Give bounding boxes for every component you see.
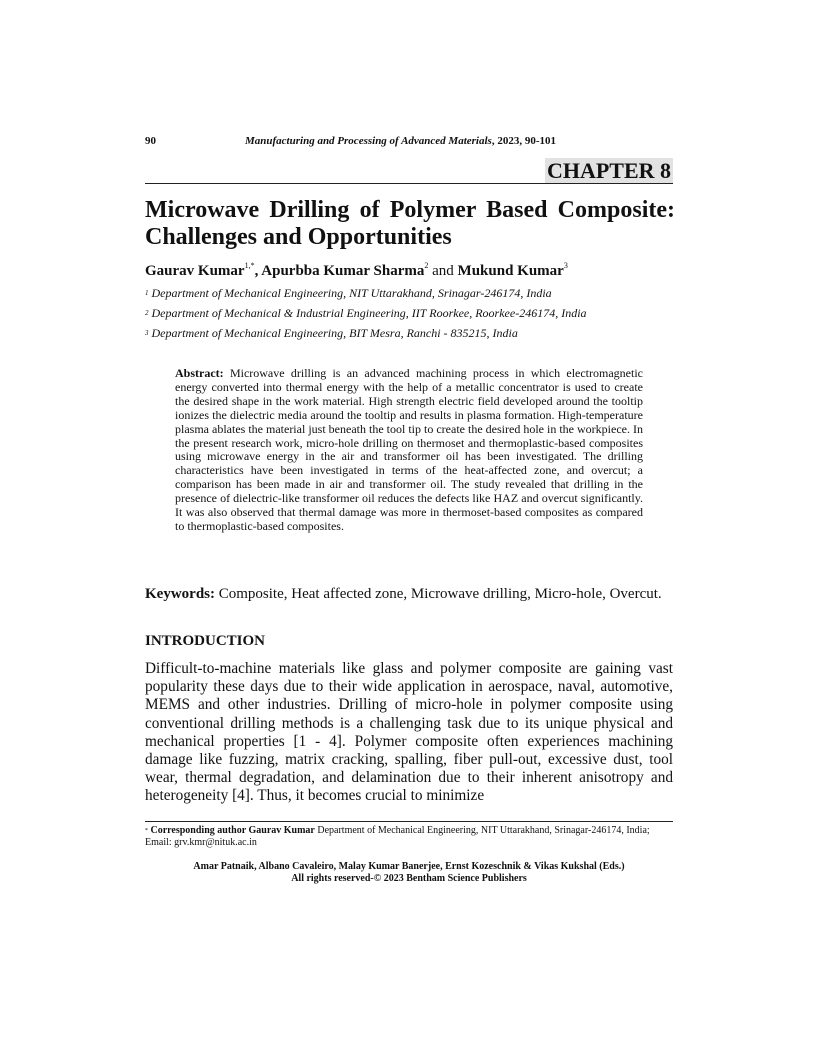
footnote-mark: * — [145, 828, 148, 834]
footnote — [145, 825, 673, 849]
publisher-info — [145, 861, 673, 885]
author-separator: and — [428, 263, 458, 279]
author-affiliation-mark: 2 — [424, 261, 429, 270]
journal-citation — [245, 135, 556, 147]
abstract — [175, 367, 643, 534]
page-number: 90 — [145, 135, 156, 147]
header-divider — [145, 183, 673, 184]
author-name: Apurbba Kumar Sharma — [261, 263, 425, 279]
author-name: Gaurav Kumar — [145, 263, 245, 279]
author-affiliation-mark: 3 — [563, 261, 568, 270]
affiliation-mark: 3 — [145, 329, 149, 337]
keywords-label: Keywords: — [145, 586, 215, 602]
section-heading: INTRODUCTION — [145, 633, 266, 649]
journal-title: Manufacturing and Processing of Advanced Materials — [245, 135, 492, 147]
affiliation-mark: 1 — [145, 289, 149, 297]
affiliation-text: Department of Mechanical & Industrial Engineering, IIT Roorkee, Roorkee-246174, India — [151, 306, 587, 320]
author-name: Mukund Kumar — [457, 263, 564, 279]
footnote-label: Corresponding author Gaurav Kumar — [150, 825, 315, 836]
editors-line: Amar Patnaik, Albano Cavaleiro, Malay Kumar Banerjee, Ernst Kozeschnik & Vikas Kukshal (Eds.) — [193, 861, 625, 872]
author-list — [145, 262, 675, 280]
affiliation — [145, 286, 675, 300]
affiliation — [145, 306, 675, 320]
affiliation-text: Department of Mechanical Engineering, BIT Mesra, Ranchi - 835215, India — [151, 326, 518, 340]
affiliation-mark: 2 — [145, 309, 149, 317]
keywords-text: Composite, Heat affected zone, Microwave drilling, Micro-hole, Overcut. — [218, 586, 662, 602]
keywords — [145, 585, 673, 604]
footnote-divider — [145, 821, 673, 822]
journal-year-pages: , 2023, 90-101 — [491, 135, 556, 147]
chapter-label: CHAPTER 8 — [546, 158, 671, 183]
chapter-title: Microwave Drilling of Polymer Based Composite: Challenges and Opportunities — [145, 197, 675, 250]
footnote-text: Department of Mechanical Engineering, NIT Uttarakhand, Srinagar-246174, India; Email: grv.kmr@nituk.ac.in — [145, 825, 650, 848]
author-separator: , — [254, 263, 262, 279]
author-affiliation-mark: 1,* — [244, 261, 255, 270]
abstract-text: Microwave drilling is an advanced machining process in which electromagnetic energy converted into thermal energy with the help of a metallic concentrator is used to create the desired shape in the work material. High strength electric field developed around the tooltip ionizes the dielectric media around the tooltip and results in plasma formation. High-temperature plasma ablates the material just beneath the tool tip to create the desired hole in the workpiece. In the present research work, micro-hole drilling on thermoset and thermoplastic-based composites using microwave energy in the air and transformer oil has been investigated. The drilling characteristics have been investigated in terms of the heat-affected zone, and overcut; a comparison has been made in air and transformer oil. The study revealed that drilling in the presence of dielectric-like transformer oil reduces the defects like HAZ and overcut significantly. It was also observed that thermal damage was more in thermoset-based composites as compared to thermoplastic-based composites. — [175, 366, 643, 533]
affiliation-text: Department of Mechanical Engineering, NIT Uttarakhand, Srinagar-246174, India — [151, 286, 552, 300]
abstract-label: Abstract: — [175, 366, 224, 380]
body-paragraph: Difficult-to-machine materials like glass and polymer composite are gaining vast popularity these days due to their wide application in aerospace, naval, automotive, MEMS and other industries. Drilling of micro-hole in polymer composite using conventional drilling methods is a challenging task due to its unique physical and mechanical properties [1 - 4]. Polymer composite often experiences machining damage like fuzzing, matrix cracking, spalling, fiber pull-out, excessive dust, tool wear, thermal degradation, and delamination due to their inherent anisotropy and heterogeneity [4]. Thus, it becomes crucial to minimize — [145, 660, 673, 805]
rights-line: All rights reserved-© 2023 Bentham Science Publishers — [291, 873, 527, 884]
affiliation — [145, 326, 675, 340]
